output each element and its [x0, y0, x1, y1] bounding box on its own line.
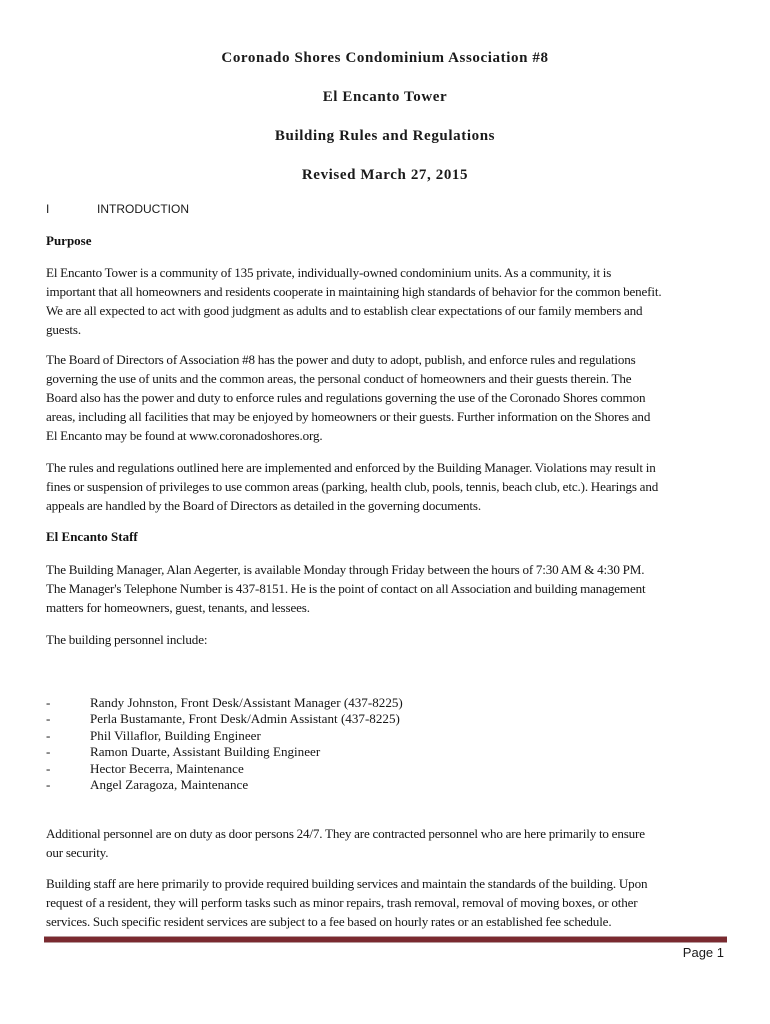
text-line: We are all expected to act with good judgment as adults and to establish clear expectations of our family members and [46, 303, 643, 318]
text-line: services. Such specific resident services are subject to a fee based on hourly rates or an established fee schedule. [46, 914, 612, 929]
purpose-paragraph-2 [46, 350, 728, 445]
personnel-list [46, 695, 403, 793]
purpose-heading: Purpose [46, 233, 92, 248]
text-line: areas, including all facilities that may be enjoyed by homeowners or their guests. Further information on the Shores and [46, 409, 651, 424]
list-marker: - [46, 744, 51, 760]
text-line: guests. [46, 322, 81, 337]
list-marker: - [46, 760, 51, 776]
list-item [46, 711, 403, 727]
list-marker: - [46, 727, 51, 743]
staff-paragraph-personnel-intro [46, 630, 728, 649]
text-line: appeals are handled by the Board of Directors as detailed in the governing documents. [46, 498, 481, 513]
text-line: The building personnel include: [46, 632, 208, 647]
list-marker: - [46, 711, 51, 727]
list-item [46, 744, 403, 760]
text-line: Building staff are here primarily to provide required building services and maintain the standards of the building. Upon [46, 876, 648, 891]
list-marker: - [46, 777, 51, 793]
text-line: The Board of Directors of Association #8 has the power and duty to adopt, publish, and enforce rules and regulations [46, 352, 636, 367]
text-line: our security. [46, 845, 109, 860]
personnel-entry: Perla Bustamante, Front Desk/Admin Assistant (437-8225) [90, 711, 400, 727]
list-item [46, 728, 403, 744]
document-revision-date: Revised March 27, 2015 [301, 167, 469, 183]
text-line: The Building Manager, Alan Aegerter, is available Monday through Friday between the hours of 7:30 AM & 4:30 PM. [46, 562, 645, 577]
text-line: matters for homeowners, guest, tenants, and lessees. [46, 600, 310, 615]
section-label: INTRODUCTION [97, 202, 189, 216]
staff-paragraph-door-persons [46, 824, 728, 862]
text-line: The rules and regulations outlined here are implemented and enforced by the Building Manager. Violations may result in [46, 460, 656, 475]
personnel-entry: Phil Villaflor, Building Engineer [90, 727, 261, 743]
purpose-paragraph-3 [46, 458, 728, 515]
list-item [46, 695, 403, 711]
list-item [46, 777, 403, 793]
document-subtitle-building: El Encanto Tower [322, 89, 448, 105]
page-number: Page 1 [682, 945, 724, 960]
purpose-paragraph-1 [46, 263, 728, 339]
personnel-entry: Randy Johnston, Front Desk/Assistant Manager (437-8225) [90, 695, 403, 710]
section-number: I [46, 202, 50, 216]
staff-heading: El Encanto Staff [46, 529, 138, 544]
document-title: Coronado Shores Condominium Association #8 [221, 50, 549, 66]
staff-paragraph-manager [46, 560, 728, 617]
text-line: Additional personnel are on duty as door persons 24/7. They are contracted personnel who are here primarily to ensure [46, 826, 645, 841]
personnel-entry: Angel Zaragoza, Maintenance [90, 777, 249, 793]
text-line: fines or suspension of privileges to use common areas (parking, health club, pools, tennis, beach club, etc.). Hearings and [46, 479, 659, 494]
text-line: El Encanto Tower is a community of 135 private, individually-owned condominium units. As a community, it is [46, 265, 612, 280]
text-line: request of a resident, they will perform tasks such as minor repairs, trash removal, removal of moving boxes, or other [46, 895, 638, 910]
text-line: El Encanto may be found at www.coronadoshores.org. [46, 428, 323, 443]
text-line: governing the use of units and the common areas, the personal conduct of homeowners and their guests therein. The [46, 371, 632, 386]
personnel-entry: Ramon Duarte, Assistant Building Engineer [90, 744, 321, 760]
text-line: important that all homeowners and residents cooperate in maintaining high standards of behavior for the common benefit. [46, 284, 662, 299]
personnel-entry: Hector Becerra, Maintenance [90, 760, 244, 776]
text-line: The Manager's Telephone Number is 437-8151. He is the point of contact on all Association and building management [46, 581, 646, 596]
list-marker: - [46, 695, 51, 710]
footer-divider [44, 936, 727, 943]
document-subtitle-rules: Building Rules and Regulations [274, 128, 496, 144]
text-line: Board also has the power and duty to enforce rules and regulations governing the use of the Coronado Shores common [46, 390, 646, 405]
list-item [46, 761, 403, 777]
staff-paragraph-services [46, 874, 728, 931]
